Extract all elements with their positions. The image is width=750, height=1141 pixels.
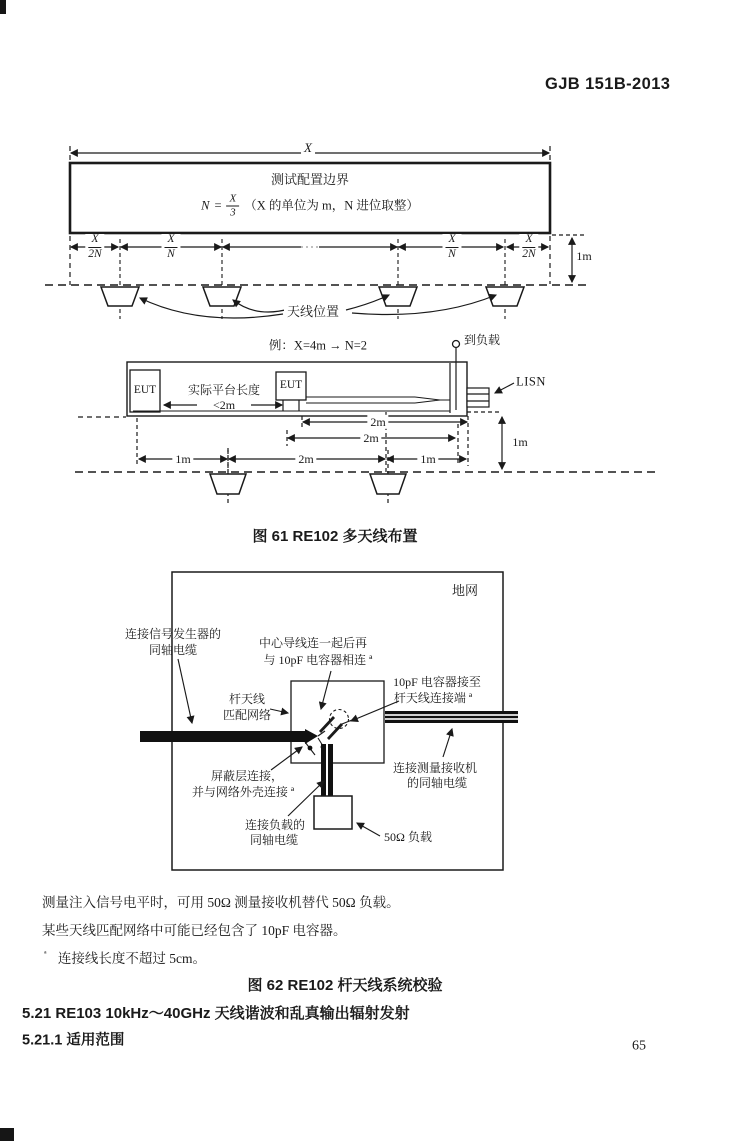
scan-artifact <box>0 0 6 14</box>
height-1m-label: 1m <box>576 248 592 263</box>
page-number: 65 <box>632 1038 646 1054</box>
load-50ohm-label: 50Ω 负载 <box>384 829 432 844</box>
note-line: 某些天线匹配网络中可能已经包含了 10pF 电容器。 <box>42 922 347 938</box>
antenna-position-label: 天线位置 <box>284 304 342 320</box>
lisn-label: LISN <box>516 374 546 389</box>
antenna-symbol <box>203 287 241 306</box>
eut-label: EUT <box>133 384 157 397</box>
matching-network-label: 杆天线 <box>228 691 266 706</box>
dim-2m-upper: 2m <box>367 415 388 429</box>
test-boundary-label: 测试配置边界 <box>270 172 350 188</box>
antenna-count-formula: N = $\frac{X}{3}$ （X 的单位为 m，N 进位取整） <box>201 192 419 219</box>
matching-network-box <box>291 681 384 763</box>
antenna-symbol <box>370 474 406 494</box>
note-line: $^ª$ 连接线长度不超过 5cm。 <box>44 949 206 966</box>
load-cable-label: 连接负载的 <box>244 817 306 832</box>
scan-artifact <box>0 1128 14 1141</box>
overall-width-label: X <box>301 140 315 156</box>
receiver-coax <box>385 711 518 723</box>
shield-connection-label: 屏蔽层连接， <box>210 768 284 783</box>
receiver-cable-label: 的同轴电缆 <box>406 775 468 790</box>
section-heading-5-21: 5.21 RE103 10kHz～40GHz 天线谐波和乱真输出辐射发射 <box>22 1005 410 1022</box>
section-heading-5-21-1: 5.21.1 适用范围 <box>22 1032 125 1049</box>
dim-x-n: $\frac{X}{N}$ <box>442 234 461 260</box>
fig61-caption: 图 61 RE102 多天线布置 <box>252 528 418 545</box>
capacitor-connection-label: 10pF 电容器接至 <box>393 674 481 689</box>
capacitor-connection-label: 杆天线连接端 ª <box>393 690 473 705</box>
fig62-artwork <box>140 572 518 870</box>
dim-2m-lower: 2m <box>360 431 381 445</box>
signal-generator-cable-label: 连接信号发生器的 <box>124 626 222 641</box>
dim-x-2n: $\frac{X}{2N}$ <box>85 234 104 260</box>
shield-connection-label: 并与网络外壳连接 ª <box>191 784 295 799</box>
standard-number-header: GJB 151B-2013 <box>545 75 671 94</box>
dim-2m: 2m <box>295 452 316 466</box>
dim-x-n: $\frac{X}{N}$ <box>161 234 180 260</box>
signal-generator-cable-label: 同轴电缆 <box>148 642 198 657</box>
dim-1m: 1m <box>172 452 193 466</box>
to-load-label: 到负载 <box>464 332 501 347</box>
center-wire-label: 中心导线连一起后再 <box>258 635 368 650</box>
load-cable-label: 同轴电缆 <box>249 832 299 847</box>
fig62-caption: 图 62 RE102 杆天线系统校验 <box>247 977 443 994</box>
center-wire-label: 与 10pF 电容器相连 ª <box>263 652 373 667</box>
dim-1m: 1m <box>417 452 438 466</box>
height-1m-label: 1m <box>512 434 528 449</box>
ground-plane-label: 地网 <box>451 583 479 599</box>
to-load-terminal <box>453 341 460 348</box>
matching-network-label: 匹配网络 <box>222 707 272 722</box>
antenna-symbol <box>101 287 139 306</box>
lisn-box <box>467 388 489 407</box>
platform-length-value: <2m <box>212 397 236 412</box>
eut-label: EUT <box>279 379 303 392</box>
antenna-symbol <box>210 474 246 494</box>
signal-generator-coax <box>140 731 305 742</box>
receiver-cable-label: 连接测量接收机 <box>392 760 478 775</box>
load-box <box>314 796 352 829</box>
platform-length-label: 实际平台长度 <box>187 382 261 397</box>
note-line: 测量注入信号电平时，可用 50Ω 测量接收机替代 50Ω 负载。 <box>42 894 400 910</box>
dim-x-2n: $\frac{X}{2N}$ <box>519 234 538 260</box>
example-title: 例：X=4m → N=2 <box>268 338 368 353</box>
